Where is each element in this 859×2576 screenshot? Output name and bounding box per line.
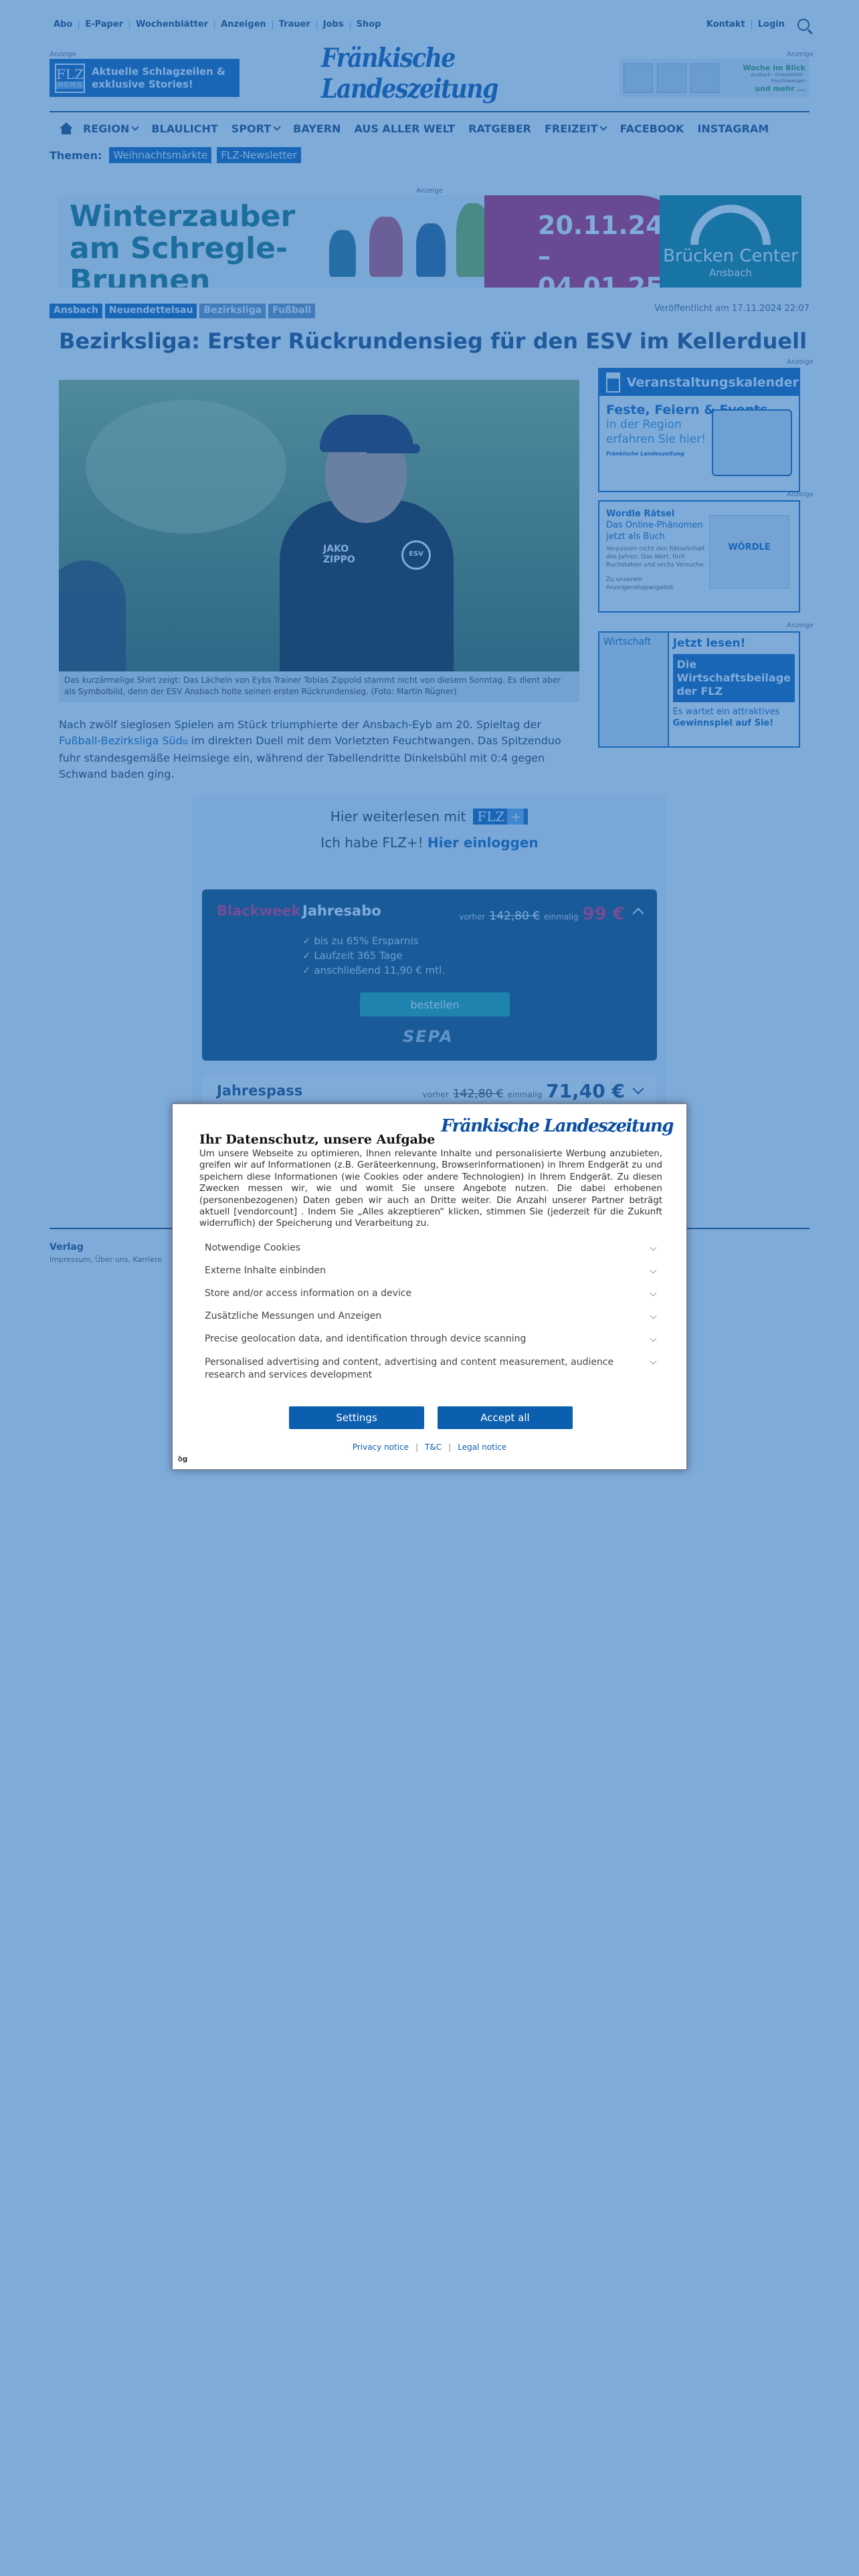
legal-notice-link[interactable]: Legal notice <box>458 1442 507 1452</box>
purpose-store-access[interactable] <box>205 1283 658 1306</box>
consent-title: Ihr Datenschutz, unsere Aufgabe <box>199 1132 436 1147</box>
consent-buttons <box>289 1406 573 1429</box>
consent-provider-logo: ꝺg <box>178 1455 188 1463</box>
consent-purposes <box>205 1238 658 1382</box>
chevron-down-icon <box>650 1267 657 1274</box>
purpose-label: Personalised advertising and content, advertising and content measurement, audience research and services development <box>205 1357 614 1380</box>
purpose-zusaetzliche-messungen[interactable] <box>205 1306 658 1329</box>
purpose-label: Precise geolocation data, and identification through device scanning <box>205 1333 527 1344</box>
purpose-label: Zusätzliche Messungen und Anzeigen <box>205 1311 382 1321</box>
chevron-down-icon <box>650 1358 657 1365</box>
purpose-personalised-ads[interactable] <box>205 1352 658 1382</box>
chevron-down-icon <box>650 1335 657 1342</box>
privacy-notice-link[interactable]: Privacy notice <box>352 1442 409 1452</box>
consent-footer-links: Privacy notice | T&C | Legal notice <box>352 1442 507 1452</box>
chevron-down-icon <box>650 1245 657 1251</box>
consent-dialog <box>172 1103 687 1470</box>
accept-all-button[interactable]: Accept all <box>438 1406 573 1429</box>
purpose-notwendige-cookies[interactable] <box>205 1238 658 1261</box>
purpose-geolocation[interactable] <box>205 1329 658 1352</box>
purpose-label: Notwendige Cookies <box>205 1243 301 1253</box>
chevron-down-icon <box>650 1290 657 1297</box>
consent-logo: Fränkische Landeszeitung <box>441 1116 673 1136</box>
consent-description: Um unsere Webseite zu optimieren, Ihnen relevante Inhalte und personalisierte Werbung anzubieten, greifen wir auf Informationen (z.B. Geräteerkennung, Browserinformationen) in Ihrem Endgerät zu und speichern diese Informationen (wie Cookies oder andere Technologien) in Ihrem Endgerät. Zu diesen Zwecken messen wir, wie und womit Sie unsere Angebote nutzen. Die dabei erhobenen (personenbezogenen) Daten geben wir auch an Dritte weiter. Die Anzahl unserer Partner beträgt aktuell [vendorcount] . Indem Sie „Alles akzeptieren“ klicken, stimmen Sie (jederzeit für die Zukunft widerruflich) der Speicherung und Verarbeitung zu. <box>199 1149 662 1229</box>
purpose-externe-inhalte[interactable] <box>205 1261 658 1283</box>
purpose-label: Store and/or access information on a device <box>205 1288 412 1299</box>
purpose-label: Externe Inhalte einbinden <box>205 1265 326 1276</box>
tc-link[interactable]: T&C <box>425 1442 442 1452</box>
chevron-down-icon <box>650 1313 657 1319</box>
settings-button[interactable]: Settings <box>289 1406 424 1429</box>
